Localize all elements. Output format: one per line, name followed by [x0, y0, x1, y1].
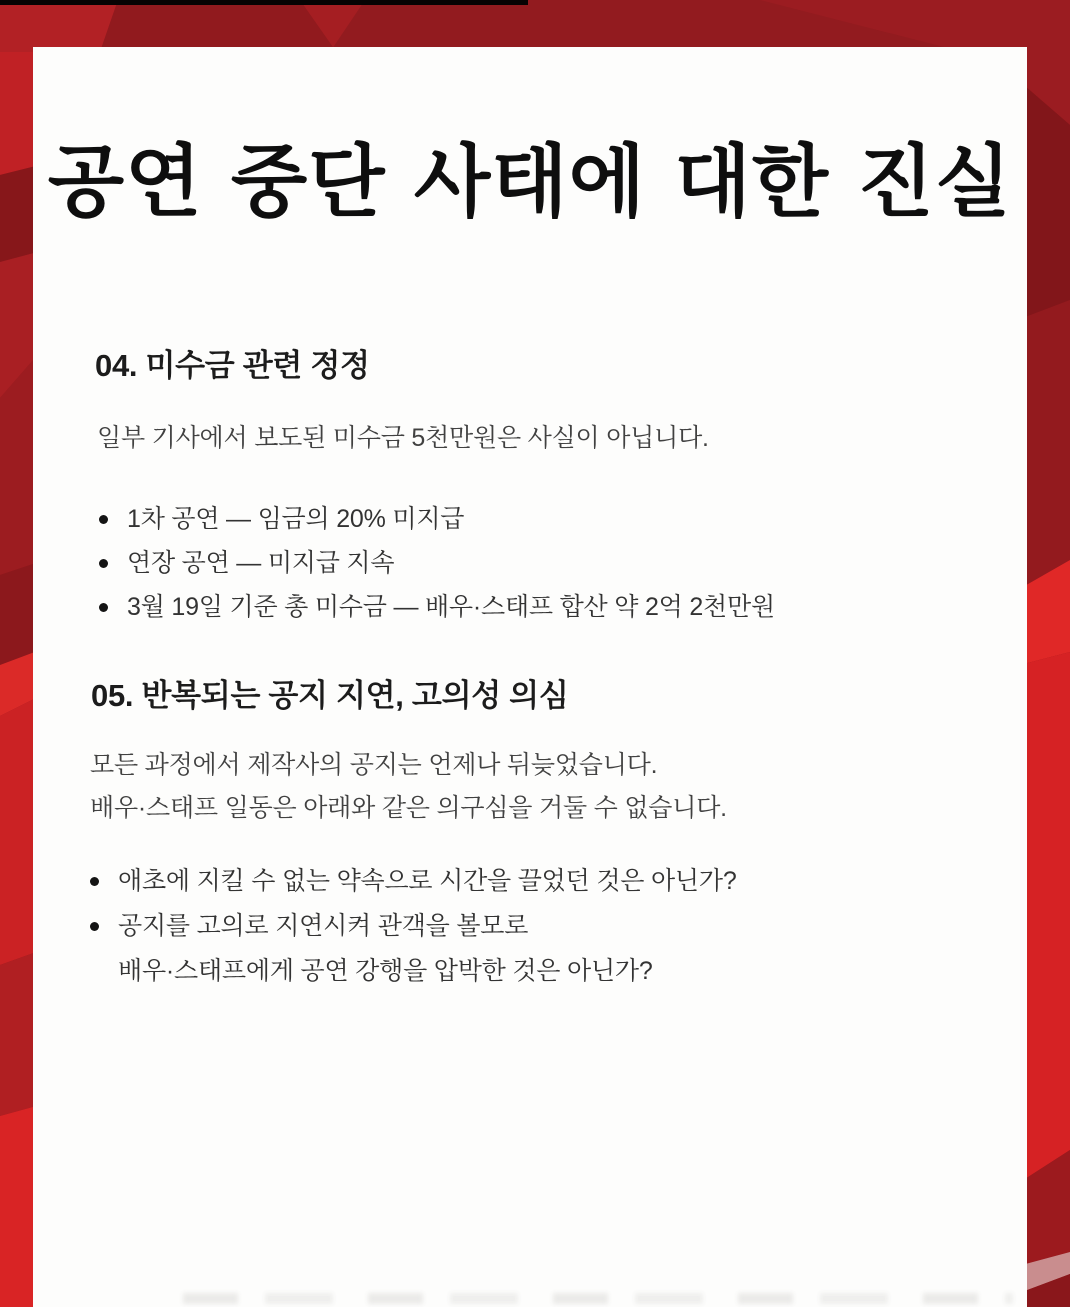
intro-line: 모든 과정에서 제작사의 공지는 언제나 뒤늦었습니다. [90, 751, 658, 779]
page-title: 공연 중단 사태에 대한 진실 [47, 135, 1013, 228]
section-04-heading: 04. 미수금 관련 정정 [95, 348, 370, 383]
bullet-dot-icon [90, 922, 99, 931]
bullet-text: 공지를 고의로 지연시켜 관객을 볼모로 [118, 912, 529, 940]
bullet-text: 애초에 지킬 수 없는 약속으로 시간을 끌었던 것은 아닌가? [118, 867, 737, 895]
bullet-item [99, 497, 775, 541]
bullet-text: 연장 공연 — 미지급 지속 [127, 549, 395, 577]
bullet-dot-icon [99, 515, 108, 524]
bullet-item [99, 541, 775, 585]
bullet-text: 3월 19일 기준 총 미수금 — 배우·스태프 합산 약 2억 2천만원 [127, 593, 775, 621]
bullet-dot-icon [99, 603, 108, 612]
bullet-dot-icon [99, 559, 108, 568]
bullet-text: 1차 공연 — 임금의 20% 미지급 [127, 505, 465, 533]
section-05-heading: 05. 반복되는 공지 지연, 고의성 의심 [91, 678, 569, 713]
section-04-intro: 일부 기사에서 보도된 미수금 5천만원은 사실이 아닙니다. [97, 424, 709, 452]
content-card [33, 47, 1027, 1307]
cropped-next-text-remnant [183, 1293, 1013, 1304]
intro-line: 배우·스태프 일동은 아래와 같은 의구심을 거둘 수 없습니다. [90, 794, 727, 822]
bullet-item [90, 904, 737, 994]
section-05-intro [90, 744, 727, 830]
section-04-bullet-list [99, 497, 775, 629]
section-05-bullet-list [90, 859, 737, 994]
bullet-text-continuation: 배우·스태프에게 공연 강행을 압박한 것은 아닌가? [118, 957, 653, 985]
bullet-item [90, 859, 737, 904]
bullet-dot-icon [90, 877, 99, 886]
bullet-item [99, 585, 775, 629]
